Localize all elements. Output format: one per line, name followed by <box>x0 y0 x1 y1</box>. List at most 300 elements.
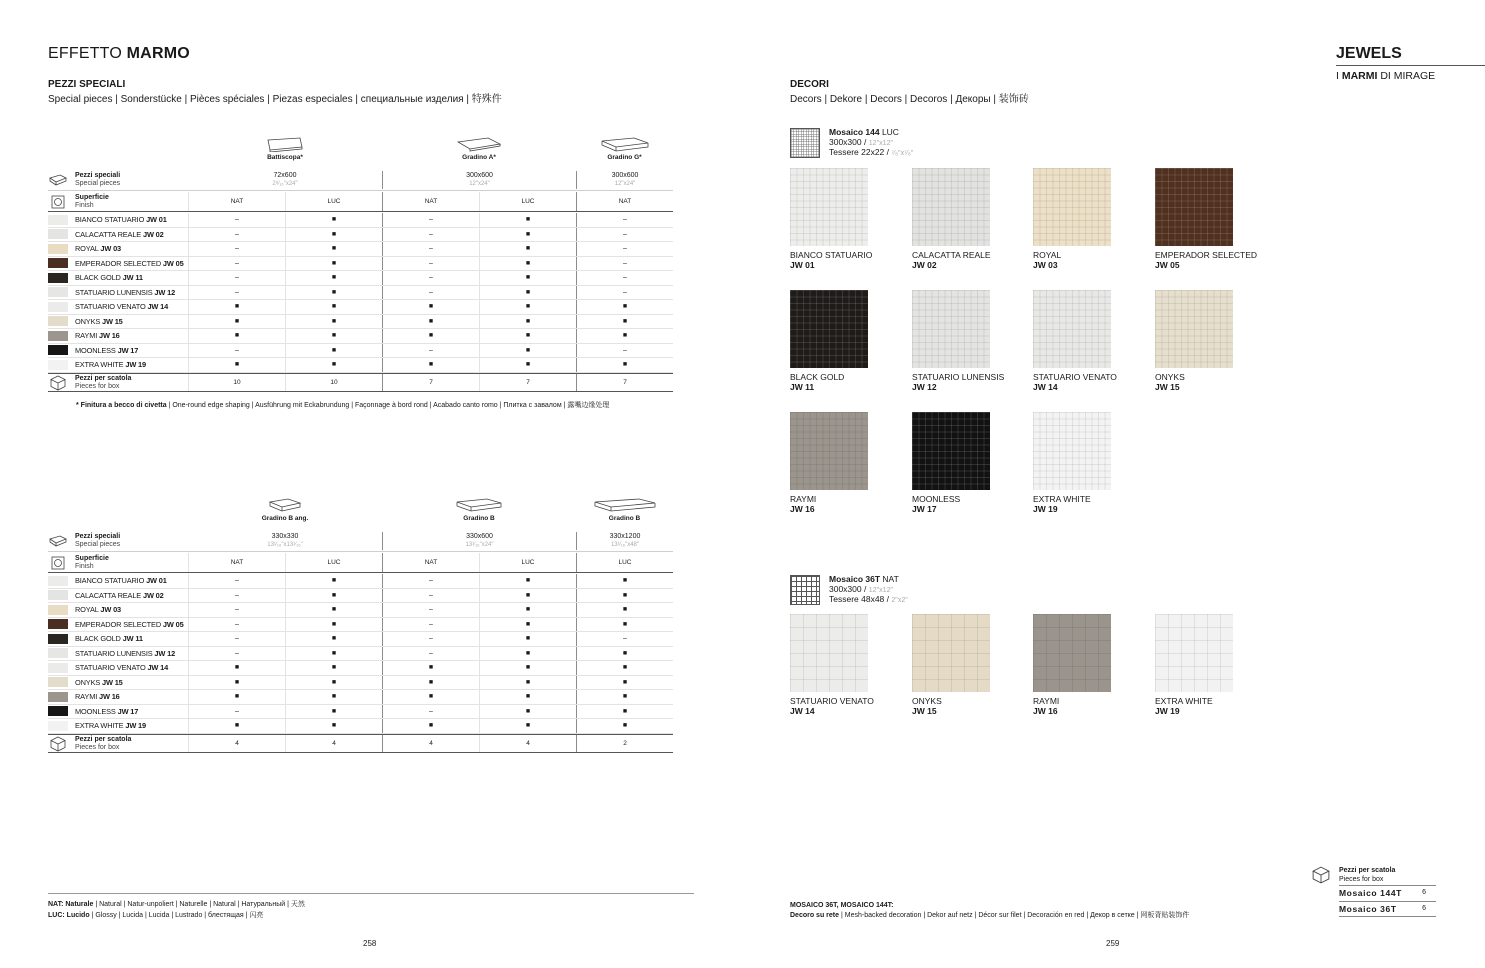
product-code: JW 14 <box>147 302 169 312</box>
product-name <box>75 591 188 600</box>
mosaic-144-header <box>829 128 913 159</box>
table1-note <box>76 400 609 410</box>
product-name-text: BIANCO STATUARIO <box>75 576 145 586</box>
product-name <box>75 678 188 687</box>
table1-size-1-in: 2⁸⁄₁₆"x24" <box>272 181 298 187</box>
table1-box-cells <box>188 374 673 391</box>
table2-pieces-row <box>48 531 673 552</box>
sup-en: Finish <box>75 562 94 570</box>
box-icon <box>48 737 68 751</box>
finish-cell: NAT <box>382 553 479 572</box>
row-cells <box>188 329 673 343</box>
mosaic-tile-label <box>912 250 991 270</box>
mosaic-tile <box>790 168 868 246</box>
mosaic-36t-name: Mosaico 36T <box>829 574 881 584</box>
availability-cell: ■ <box>188 690 285 704</box>
row-cells <box>188 661 673 675</box>
product-swatch <box>48 273 68 283</box>
finish-cell: LUC <box>576 553 673 572</box>
title-light: EFFETTO <box>48 45 122 62</box>
availability-cell: – <box>188 574 285 588</box>
product-name-text: BLACK GOLD <box>75 273 121 283</box>
mosaic-tile <box>1033 168 1111 246</box>
product-name <box>75 649 188 658</box>
product-swatch <box>48 360 68 370</box>
availability-cell: ■ <box>188 315 285 329</box>
box-info-name: Mosaico 144T <box>1339 888 1402 898</box>
table1-sizes <box>188 171 673 189</box>
table-row <box>48 574 673 589</box>
availability-cell: ■ <box>285 632 382 646</box>
footer-right-text: | Mesh-backed decoration | Dekor auf netz | Décor sur filet | Decoración en red | Декор в сетке | 网板背贴装饰件 <box>839 912 1190 919</box>
product-swatch <box>48 302 68 312</box>
product-code: JW 17 <box>117 706 139 716</box>
box-info-qty: 6 <box>1422 889 1426 896</box>
availability-cell: – <box>188 213 285 227</box>
availability-cell: ■ <box>576 661 673 675</box>
brand-sub-pre: I <box>1336 70 1339 82</box>
availability-cell: ■ <box>285 271 382 285</box>
footer-right-bold: Decoro su rete <box>790 912 840 919</box>
box-it: Pezzi per scatola <box>75 735 132 743</box>
table-row <box>48 647 673 662</box>
footer-left-rule <box>48 893 694 894</box>
box-cell: 2 <box>576 735 673 752</box>
mosaic-tile-label <box>1033 372 1117 392</box>
table2-size-2-in: 13¹⁄₁₆"x24" <box>465 542 494 548</box>
availability-cell: – <box>576 242 673 256</box>
table1-shape-3 <box>576 136 673 161</box>
row-cells <box>188 574 673 588</box>
table-row <box>48 257 673 272</box>
availability-cell: ■ <box>188 300 285 314</box>
table2-finish-row <box>48 553 673 573</box>
availability-cell: ■ <box>479 271 576 285</box>
row-cells <box>188 213 673 227</box>
availability-cell: – <box>382 618 479 632</box>
product-code: JW 05 <box>162 619 184 629</box>
product-name-text: ROYAL <box>75 244 99 254</box>
availability-cell: – <box>382 574 479 588</box>
table2-shape-2-name: Gradino B <box>463 515 495 522</box>
tile-code: JW 14 <box>790 706 815 716</box>
row-cells <box>188 242 673 256</box>
mosaic-tile <box>912 614 990 692</box>
product-code: JW 12 <box>154 648 176 658</box>
mosaic-tile-label <box>912 372 1004 392</box>
availability-cell: – <box>382 603 479 617</box>
availability-cell: – <box>188 344 285 358</box>
tile-code: JW 15 <box>912 706 937 716</box>
box-info <box>1339 867 1436 917</box>
tile-code: JW 19 <box>1033 504 1058 514</box>
table-row <box>48 618 673 633</box>
table1-box-label <box>75 375 188 391</box>
availability-cell: – <box>382 286 479 300</box>
product-swatch <box>48 590 68 600</box>
skirting-shape-icon <box>265 136 305 152</box>
table1-size-1 <box>188 171 382 189</box>
mosaic-tile <box>1155 614 1233 692</box>
mosaic-36t-size-in: 12"x12" <box>868 585 894 594</box>
tile-name: ROYAL <box>1033 250 1062 260</box>
table1-shape-2 <box>382 136 576 161</box>
product-swatch <box>48 345 68 355</box>
sup-en: Finish <box>75 201 94 209</box>
product-name-text: ONYKS <box>75 677 101 687</box>
product-name <box>75 707 188 716</box>
mosaic-tile <box>1155 290 1233 368</box>
nat-bold: NAT: Naturale <box>48 901 94 908</box>
row-cells <box>188 705 673 719</box>
availability-cell: – <box>382 632 479 646</box>
availability-cell: ■ <box>382 676 479 690</box>
mosaic-tile-label <box>1155 372 1185 392</box>
title-bold: MARMO <box>126 45 190 62</box>
finish-cell: LUC <box>285 192 382 211</box>
availability-cell: ■ <box>285 242 382 256</box>
table1-size-3-mm: 300x600 <box>611 172 639 179</box>
product-code: JW 16 <box>99 331 120 341</box>
table2-box-label <box>75 736 188 752</box>
table2-size-2-mm: 330x600 <box>466 533 493 540</box>
product-name <box>75 230 188 239</box>
availability-cell: ■ <box>576 300 673 314</box>
tile-code: JW 17 <box>912 504 937 514</box>
table-row <box>48 315 673 330</box>
availability-cell: ■ <box>479 228 576 242</box>
row-cells <box>188 676 673 690</box>
product-name-text: CALACATTA REALE <box>75 229 142 239</box>
brand-sub-post: DI MIRAGE <box>1380 70 1436 82</box>
product-name-text: CALACATTA REALE <box>75 590 142 600</box>
mosaic-tile <box>912 168 990 246</box>
product-swatch <box>48 215 68 225</box>
product-name-text: BLACK GOLD <box>75 634 121 644</box>
product-name-text: RAYMI <box>75 331 98 341</box>
availability-cell: – <box>382 589 479 603</box>
availability-cell: ■ <box>382 315 479 329</box>
table-row <box>48 300 673 315</box>
table2-size-1 <box>188 532 382 550</box>
availability-cell: ■ <box>479 690 576 704</box>
availability-cell: ■ <box>479 358 576 372</box>
table1-finish-row <box>48 192 673 212</box>
table-row <box>48 344 673 359</box>
product-name <box>75 576 188 585</box>
availability-cell: ■ <box>285 647 382 661</box>
table2-finish-label <box>75 555 188 571</box>
mosaic-tile <box>1033 614 1111 692</box>
availability-cell: ■ <box>285 257 382 271</box>
availability-cell: – <box>576 257 673 271</box>
table-row <box>48 358 673 373</box>
row-cells <box>188 300 673 314</box>
page-number-left: 258 <box>363 939 377 948</box>
right-page-title <box>1336 45 1485 82</box>
footer-right-title: MOSAICO 36T, MOSAICO 144T: <box>790 902 894 909</box>
availability-cell: – <box>188 603 285 617</box>
table-row <box>48 329 673 344</box>
mosaic-144-name: Mosaico 144 <box>829 127 880 137</box>
availability-cell: ■ <box>576 647 673 661</box>
product-code: JW 01 <box>146 215 167 225</box>
tile-name: RAYMI <box>1033 696 1060 706</box>
availability-cell: ■ <box>188 676 285 690</box>
availability-cell: – <box>188 286 285 300</box>
product-name-text: EXTRA WHITE <box>75 721 124 731</box>
product-code: JW 03 <box>100 244 122 254</box>
availability-cell: ■ <box>576 705 673 719</box>
tile-code: JW 11 <box>790 382 815 392</box>
product-name-text: MOONLESS <box>75 706 116 716</box>
mosaic-tile <box>1033 290 1111 368</box>
product-swatch <box>48 316 68 326</box>
table1-size-3-in: 12"x24" <box>614 181 636 187</box>
availability-cell: ■ <box>285 676 382 690</box>
availability-cell: ■ <box>479 257 576 271</box>
table-row <box>48 690 673 705</box>
tile-code: JW 14 <box>1033 382 1058 392</box>
table2-size-3-in: 13¹⁄₁₆"x48" <box>610 542 640 548</box>
availability-cell: – <box>576 632 673 646</box>
product-swatch <box>48 721 68 731</box>
finish-icon <box>48 195 68 209</box>
availability-cell: ■ <box>576 676 673 690</box>
availability-cell: ■ <box>285 589 382 603</box>
table1-pieces-label <box>75 172 188 188</box>
availability-cell: ■ <box>479 719 576 733</box>
table2-shape-3-name: Gradino B <box>608 515 641 522</box>
availability-cell: ■ <box>479 589 576 603</box>
box-info-label-it: Pezzi per scatola <box>1339 867 1396 874</box>
mosaic-36t-tess-in: 2"x2" <box>891 596 908 604</box>
availability-cell: ■ <box>285 344 382 358</box>
box-it: Pezzi per scatola <box>75 374 132 382</box>
tile-name: ONYKS <box>1155 372 1185 382</box>
table2-size-2 <box>382 532 576 550</box>
product-code: JW 11 <box>122 273 143 283</box>
mosaic-tile <box>912 412 990 490</box>
mosaic-36t-header <box>829 575 908 606</box>
table-row <box>48 661 673 676</box>
availability-cell: – <box>382 705 479 719</box>
product-name <box>75 346 188 355</box>
mosaic-tile-label <box>790 696 874 716</box>
row-cells <box>188 603 673 617</box>
availability-cell: ■ <box>479 574 576 588</box>
table1-box-row <box>48 373 673 392</box>
product-code: JW 19 <box>125 360 146 370</box>
table1-size-1-mm: 72x600 <box>273 172 297 179</box>
availability-cell: – <box>576 228 673 242</box>
decori-subtitle: Decors | Dekore | Decors | Decoros | Декоры | 装饰砖 <box>790 94 1029 105</box>
availability-cell: ■ <box>285 618 382 632</box>
row-cells <box>188 315 673 329</box>
availability-cell: ■ <box>285 603 382 617</box>
product-name-text: STATUARIO VENATO <box>75 302 146 312</box>
box-cell: 10 <box>188 374 285 391</box>
tile-code: JW 03 <box>1033 260 1058 270</box>
footer-right-legend <box>790 901 1189 921</box>
table2-pieces-label <box>75 533 188 549</box>
table-row <box>48 228 673 243</box>
product-code: JW 16 <box>99 692 120 702</box>
product-swatch <box>48 692 68 702</box>
product-code: JW 15 <box>102 677 123 687</box>
step-b-long-shape-icon <box>593 497 657 513</box>
availability-cell: ■ <box>576 618 673 632</box>
note-bold: * Finitura a becco di civetta <box>76 402 167 409</box>
availability-cell: – <box>188 271 285 285</box>
availability-cell: ■ <box>285 705 382 719</box>
availability-cell: ■ <box>285 228 382 242</box>
availability-cell: – <box>188 618 285 632</box>
availability-cell: – <box>188 632 285 646</box>
availability-cell: – <box>188 705 285 719</box>
step-g-shape-icon <box>600 136 650 152</box>
sup-it: Superficie <box>75 193 109 201</box>
availability-cell: ■ <box>479 676 576 690</box>
tile-name: EMPERADOR SELECTED <box>1155 250 1258 260</box>
tile-name: RAYMI <box>790 494 817 504</box>
tile-name: BIANCO STATUARIO <box>790 250 873 260</box>
table1-size-2-mm: 300x600 <box>466 172 493 179</box>
pezzi-it: Pezzi speciali <box>75 172 121 179</box>
product-name-text: EMPERADOR SELECTED <box>75 258 162 268</box>
availability-cell: ■ <box>382 719 479 733</box>
brand-subtitle <box>1336 70 1485 82</box>
product-code: JW 19 <box>125 721 146 731</box>
row-cells <box>188 632 673 646</box>
availability-cell: – <box>382 271 479 285</box>
table-row <box>48 589 673 604</box>
tile-code: JW 05 <box>1155 260 1180 270</box>
table2-shape-3 <box>576 497 673 522</box>
product-name <box>75 331 188 340</box>
product-name-text: ROYAL <box>75 605 99 615</box>
pezzi-en: Special pieces <box>75 180 121 187</box>
table1-shape-1-name: Battiscopa* <box>267 154 303 161</box>
mosaic-36t-size: 300x300 / <box>829 583 869 594</box>
mosaic-tile <box>790 412 868 490</box>
product-name <box>75 692 188 701</box>
step-b-shape-icon <box>455 497 503 513</box>
availability-cell: ■ <box>576 603 673 617</box>
availability-cell: ■ <box>576 315 673 329</box>
finish-cell: LUC <box>479 553 576 572</box>
sup-it: Superficie <box>75 554 109 562</box>
row-cells <box>188 286 673 300</box>
product-name <box>75 605 188 614</box>
mosaic-tile <box>790 614 868 692</box>
availability-cell: – <box>188 257 285 271</box>
table1-shape-2-name: Gradino A* <box>462 154 496 161</box>
left-page-title <box>48 45 190 63</box>
availability-cell: – <box>576 213 673 227</box>
product-name <box>75 273 188 282</box>
product-name <box>75 721 188 730</box>
mosaic-144-tess: Tessere 22x22 / <box>829 147 892 157</box>
luc-text: | Glossy | Lucida | Lucida | Lustrado | блестящая | 闪亮 <box>89 912 264 919</box>
tile-name: STATUARIO VENATO <box>1033 372 1117 382</box>
mosaic-tile-label <box>912 696 942 716</box>
availability-cell: – <box>382 257 479 271</box>
tile-name: STATUARIO VENATO <box>790 696 874 706</box>
product-code: JW 14 <box>147 663 169 673</box>
availability-cell: ■ <box>285 358 382 372</box>
box-cell: 4 <box>382 735 479 752</box>
row-cells <box>188 344 673 358</box>
availability-cell: ■ <box>285 661 382 675</box>
special-subtitle: Special pieces | Sonderstücke | Pièces spéciales | Piezas especiales | специальные изделия | 特殊件 <box>48 94 502 105</box>
tile-code: JW 16 <box>790 504 815 514</box>
table1-finish-cells <box>188 192 673 211</box>
box-info-row <box>1339 886 1436 902</box>
product-code: JW 03 <box>100 605 122 615</box>
product-swatch <box>48 576 68 586</box>
product-code: JW 02 <box>142 229 164 239</box>
box-en: Pieces for box <box>75 382 120 390</box>
availability-cell: ■ <box>382 661 479 675</box>
mosaic-tile-label <box>1033 494 1091 514</box>
decori-title: DECORI <box>790 79 829 90</box>
finish-cell: NAT <box>576 192 673 211</box>
table-row <box>48 213 673 228</box>
mosaic-tile-label <box>1155 250 1257 270</box>
mosaic-tile-label <box>1155 696 1213 716</box>
availability-cell: ■ <box>479 300 576 314</box>
brand-title: JEWELS <box>1336 45 1485 66</box>
table2-shape-2 <box>382 497 576 522</box>
mosaic-tile <box>790 290 868 368</box>
table1-size-2-in: 12"x24" <box>469 181 490 187</box>
product-swatch <box>48 258 68 268</box>
availability-cell: ■ <box>479 344 576 358</box>
availability-cell: – <box>188 589 285 603</box>
mosaic-tile-label <box>790 372 844 392</box>
table1-shape-1 <box>188 136 382 161</box>
availability-cell: ■ <box>479 242 576 256</box>
mosaic-tile-label <box>790 494 816 514</box>
product-code: JW 11 <box>122 634 143 644</box>
table2-finish-cells <box>188 553 673 572</box>
special-pieces-icon <box>48 173 68 187</box>
availability-cell: ■ <box>479 705 576 719</box>
availability-cell: ■ <box>576 329 673 343</box>
mosaic-tile <box>912 290 990 368</box>
availability-cell: ■ <box>576 690 673 704</box>
tile-name: STATUARIO LUNENSIS <box>912 372 1005 382</box>
table-row <box>48 719 673 734</box>
table1-pieces-row <box>48 170 673 191</box>
table-row <box>48 705 673 720</box>
box-cell: 7 <box>382 374 479 391</box>
availability-cell: ■ <box>285 690 382 704</box>
availability-cell: ■ <box>285 719 382 733</box>
mosaic-tile <box>1155 168 1233 246</box>
row-cells <box>188 257 673 271</box>
product-swatch <box>48 287 68 297</box>
product-code: JW 05 <box>162 258 184 268</box>
table2-size-3 <box>576 532 673 550</box>
availability-cell: – <box>576 271 673 285</box>
tile-name: CALACATTA REALE <box>912 250 991 260</box>
finish-cell: NAT <box>188 192 285 211</box>
product-name-text: STATUARIO LUNENSIS <box>75 648 153 658</box>
product-name-text: EXTRA WHITE <box>75 360 124 370</box>
row-cells <box>188 589 673 603</box>
